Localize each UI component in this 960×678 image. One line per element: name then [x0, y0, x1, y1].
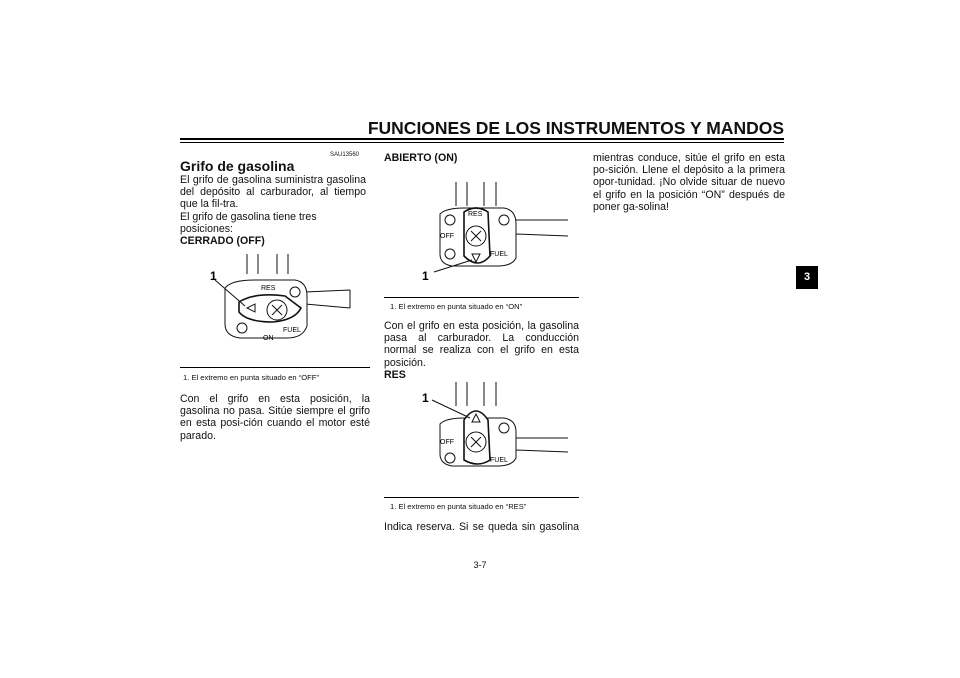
col3-paragraph: mientras conduce, sitúe el grifo en esta po-sición. Llene el depósito a la primera opor-tunidad. ¡No olvide situar de nuevo el grifo en la posición “ON” después de poner ga-solina!: [593, 152, 785, 213]
header-rule: [180, 138, 784, 140]
caption-rule: [180, 367, 370, 368]
off-paragraph: Con el grifo en esta posición, la gasolina no pasa. Sitúe siempre el grifo en esta posi-ción cuando el motor esté parado.: [180, 393, 370, 442]
label-fuel: FUEL: [490, 457, 508, 464]
callout-number: 1: [422, 391, 429, 405]
caption-rule: [384, 297, 579, 298]
chapter-tab: 3: [796, 266, 818, 289]
intro-paragraph: El grifo de gasolina suministra gasolina del depósito al carburador, al tiempo que la fil-tra.: [180, 174, 366, 211]
on-paragraph: Con el grifo en esta posición, la gasolina pasa al carburador. La conducción normal se realiza con el grifo en esta posición.: [384, 320, 579, 369]
page-number: 3-7: [473, 560, 487, 570]
label-on: ON: [263, 335, 274, 342]
section-code: SAU13560: [330, 152, 360, 158]
intro-paragraph-2: El grifo de gasolina tiene tres posiciones:: [180, 210, 317, 235]
on-caption: 1. El extremo en punta situado en “ON”: [390, 302, 523, 311]
section-title: Grifo de gasolina: [180, 158, 295, 174]
callout-number: 1: [210, 269, 217, 283]
intro-block: [180, 174, 366, 247]
fuel-cock-on-figure: [418, 180, 583, 280]
label-off: OFF: [440, 233, 454, 240]
fuel-cock-off-figure: [195, 252, 360, 344]
off-text-block: [180, 393, 370, 442]
off-caption: 1. El extremo en punta situado en “OFF”: [183, 373, 319, 382]
res-caption: 1. El extremo en punta situado en “RES”: [390, 502, 527, 511]
header-rule-thin: [180, 142, 784, 143]
off-heading: CERRADO (OFF): [180, 235, 265, 248]
label-fuel: FUEL: [283, 327, 301, 334]
res-heading: RES: [384, 368, 406, 381]
callout-number: 1: [422, 269, 429, 280]
page-header-title: FUNCIONES DE LOS INSTRUMENTOS Y MANDOS: [367, 118, 784, 138]
label-fuel: FUEL: [490, 251, 508, 258]
label-res: RES: [468, 211, 483, 218]
on-heading-block: [384, 152, 579, 164]
on-heading: ABIERTO (ON): [384, 152, 458, 164]
fuel-cock-res-figure: [418, 380, 583, 470]
label-off: OFF: [440, 439, 454, 446]
res-text-block: [384, 521, 579, 533]
label-res: RES: [261, 285, 276, 292]
on-text-block: [384, 320, 579, 381]
res-paragraph: Indica reserva. Si se queda sin gasolina: [384, 521, 579, 533]
caption-rule: [384, 497, 579, 498]
col3-text-block: [593, 152, 785, 213]
